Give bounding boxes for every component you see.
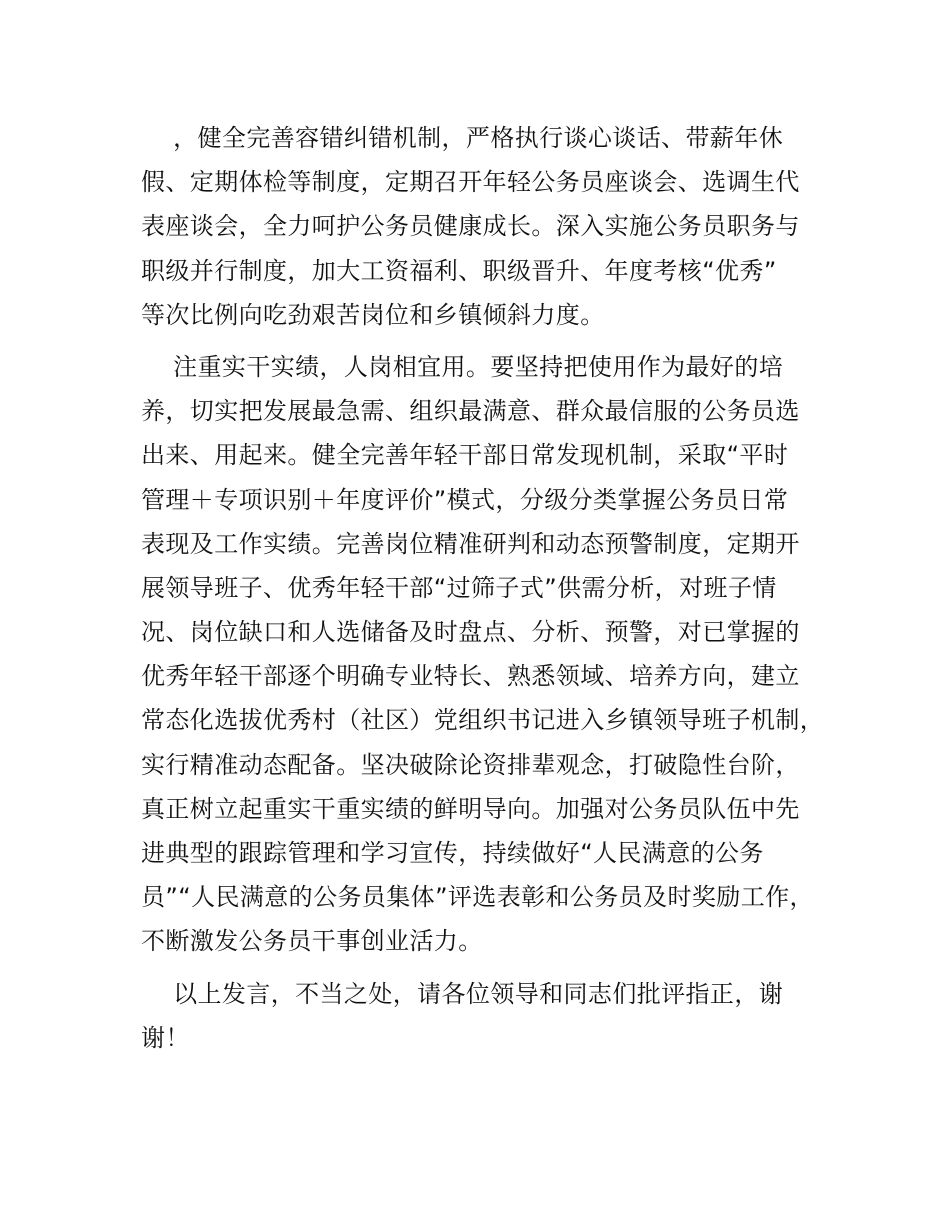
text-line: 养，切实把发展最急需、组织最满意、群众最信服的公务员选 bbox=[141, 397, 800, 426]
text-line: 假、定期体检等制度，定期召开年轻公务员座谈会、选调生代 bbox=[141, 168, 800, 197]
text-line: 实行精准动态配备。坚决破除论资排辈观念，打破隐性台阶， bbox=[141, 750, 800, 779]
text-line: 常态化选拔优秀村（社区）党组织书记进入乡镇领导班子机制， bbox=[141, 706, 825, 735]
text-line: 谢！ bbox=[141, 1023, 190, 1052]
paragraph-3 bbox=[141, 972, 841, 1060]
text-line: 以上发言，不当之处，请各位领导和同志们批评指正，谢 bbox=[141, 979, 784, 1008]
text-line: 职级并行制度，加大工资福利、职级晋升、年度考核“优秀” bbox=[141, 256, 777, 285]
paragraph-gap bbox=[141, 964, 841, 972]
text-line: 优秀年轻干部逐个明确专业特长、熟悉领域、培养方向，建立 bbox=[141, 662, 800, 691]
text-line: 员”“人民满意的公务员集体”评选表彰和公务员及时奖励工作， bbox=[141, 883, 814, 912]
text-line: 管理＋专项识别＋年度评价”模式，分级分类掌握公务员日常 bbox=[141, 485, 789, 514]
paragraph-gap bbox=[141, 337, 841, 345]
text-line: 展领导班子、优秀年轻干部“过筛子式”供需分析，对班子情 bbox=[141, 573, 777, 602]
text-line: 表座谈会，全力呵护公务员健康成长。深入实施公务员职务与 bbox=[141, 212, 800, 241]
text-line: 注重实干实绩，人岗相宜用。要坚持把使用作为最好的培 bbox=[141, 352, 784, 381]
text-line: 出来、用起来。健全完善年轻干部日常发现机制，采取“平时 bbox=[141, 441, 789, 470]
text-line: 进典型的跟踪管理和学习宣传，持续做好“人民满意的公务 bbox=[141, 839, 764, 867]
text-line: 等次比例向吃劲艰苦岗位和乡镇倾斜力度。 bbox=[141, 300, 605, 329]
document-body bbox=[141, 116, 841, 1060]
text-line: 不断激发公务员干事创业活力。 bbox=[141, 927, 483, 956]
text-line: 况、岗位缺口和人选储备及时盘点、分析、预警，对已掌握的 bbox=[141, 618, 800, 647]
text-line: ，健全完善容错纠错机制，严格执行谈心谈话、带薪年休 bbox=[141, 124, 784, 152]
paragraph-2 bbox=[141, 345, 841, 964]
text-line: 真正树立起重实干重实绩的鲜明导向。加强对公务员队伍中先 bbox=[141, 794, 800, 823]
text-line: 表现及工作实绩。完善岗位精准研判和动态预警制度，定期开 bbox=[141, 529, 800, 558]
paragraph-1 bbox=[141, 116, 841, 337]
